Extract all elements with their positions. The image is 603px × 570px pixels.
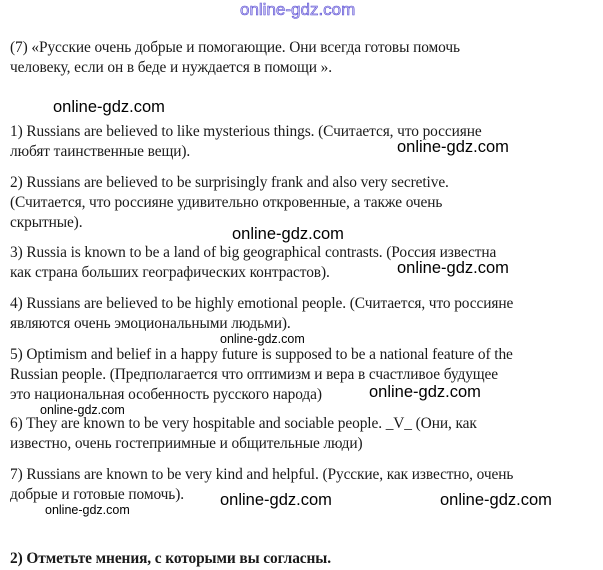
watermark: online-gdz.com bbox=[440, 491, 552, 509]
watermark: online-gdz.com bbox=[397, 259, 509, 277]
statement-line: 1) Russians are believed to like mysterious things. (Считается, что россияне bbox=[10, 123, 482, 140]
statement-line: 7) Russians are known to be very kind and helpful. (Русские, как известно, очень bbox=[10, 466, 514, 483]
watermark: online-gdz.com bbox=[232, 225, 344, 243]
statement-line: как страна больших географических контрастов). bbox=[10, 264, 330, 281]
section-heading: 2) Отметьте мнения, с которыми вы согласны. bbox=[10, 550, 331, 567]
statement-line: являются очень эмоциональными людьми). bbox=[10, 315, 291, 332]
statement-line: 6) They are known to be very hospitable and sociable people. _V_ (Они, как bbox=[10, 415, 477, 432]
statement-5 bbox=[10, 345, 595, 405]
statement-2 bbox=[10, 173, 595, 233]
statement-line: (Считается, что россияне удивительно откровенные, а также очень bbox=[10, 194, 443, 211]
statement-line: 2) Russians are believed to be surprisingly frank and also very secretive. bbox=[10, 174, 449, 191]
statement-line: это национальная особенность русского народа) bbox=[10, 386, 322, 403]
statement-line: Russian people. (Предполагается что оптимизм и вера в счастливое будущее bbox=[10, 366, 499, 383]
statement-6 bbox=[10, 414, 595, 454]
watermark-small: online-gdz.com bbox=[220, 332, 305, 346]
intro-line: (7) «Русские очень добрые и помогающие. Они всегда готовы помочь bbox=[10, 39, 460, 56]
watermark: online-gdz.com bbox=[397, 138, 509, 156]
watermark: online-gdz.com bbox=[220, 491, 332, 509]
watermark-small: online-gdz.com bbox=[45, 503, 130, 517]
watermark: online-gdz.com bbox=[369, 383, 481, 401]
statement-line: добрые и готовые помочь). bbox=[10, 486, 184, 503]
intro-paragraph bbox=[10, 38, 595, 78]
watermark-top: online-gdz.com bbox=[240, 0, 356, 19]
statement-line: 5) Optimism and belief in a happy future is supposed to be a national feature of the bbox=[10, 346, 513, 363]
watermark-small: online-gdz.com bbox=[40, 403, 125, 417]
statement-line: любят таинственные вещи). bbox=[10, 143, 191, 160]
statement-4 bbox=[10, 294, 595, 334]
statement-line: скрытные). bbox=[10, 214, 83, 231]
statement-line: 4) Russians are believed to be highly emotional people. (Считается, что россияне bbox=[10, 295, 514, 312]
statement-line: 3) Russia is known to be a land of big geographical contrasts. (Россия известна bbox=[10, 244, 497, 261]
watermark: online-gdz.com bbox=[53, 98, 165, 116]
statement-line: известно, очень гостеприимные и общительные люди) bbox=[10, 435, 363, 452]
intro-line: человеку, если он в беде и нуждается в помощи ». bbox=[10, 59, 333, 76]
